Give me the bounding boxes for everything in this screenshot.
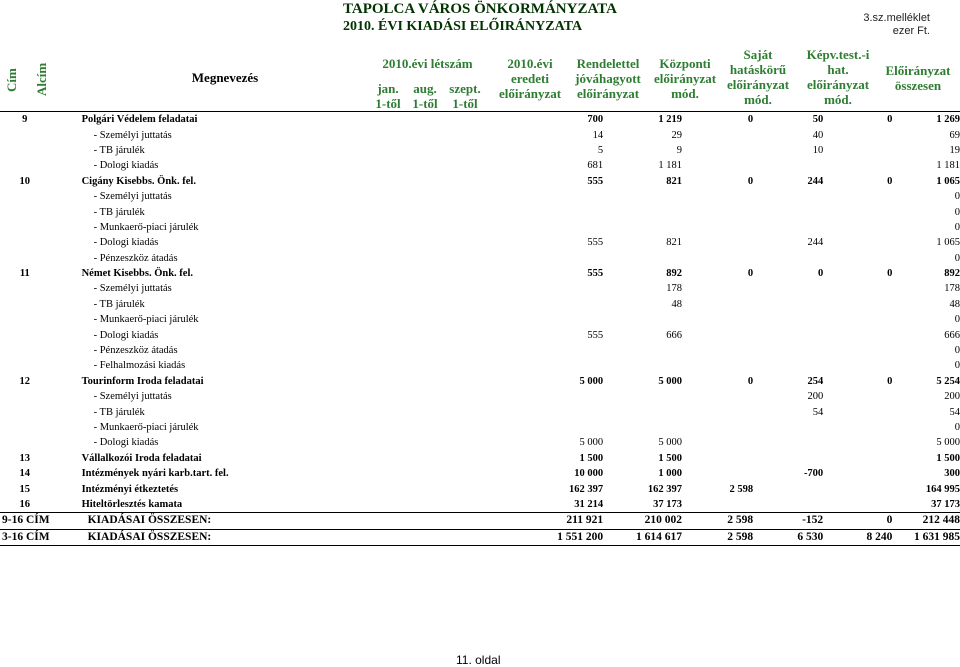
value-cell: 212 448 (892, 513, 960, 529)
value-cell (543, 189, 603, 204)
value-cell: 2 598 (729, 483, 754, 495)
value-cell (753, 251, 823, 266)
row-number (0, 389, 50, 404)
value-cell: 821 (666, 175, 683, 187)
value-cell (682, 251, 753, 266)
value-cell: 1 181 (936, 160, 960, 172)
annex-number: 3.sz.melléklet (863, 12, 930, 24)
value-cell: 0 (887, 268, 893, 280)
value-cell (823, 143, 892, 158)
value-cell: 211 921 (543, 513, 603, 529)
row-label: Cigány Kisebbs. Önk. fel. (81, 175, 196, 187)
value-cell: 5 (597, 144, 604, 156)
row-number (0, 281, 50, 296)
value-cell: 254 (807, 375, 824, 387)
value-cell (682, 189, 753, 204)
row-label: - Személyi juttatás (93, 391, 172, 403)
value-cell: 0 (954, 252, 960, 264)
value-cell: 1 500 (579, 452, 604, 464)
row-label: Intézmények nyári karb.tart. fel. (81, 468, 229, 480)
row-number (0, 189, 50, 204)
value-cell: 555 (587, 175, 604, 187)
value-cell (682, 466, 753, 481)
value-cell (682, 204, 753, 219)
row-label: - Munkaerő-piaci járulék (93, 422, 199, 433)
value-cell: 244 (807, 175, 824, 187)
row-label: - Pénzeszköz átadás (93, 345, 178, 357)
value-cell (823, 204, 892, 219)
row-number: 13 (19, 452, 31, 464)
row-number: 3-16 CÍM (0, 529, 50, 545)
value-cell: 6 530 (753, 529, 823, 545)
row-label: Német Kisebbs. Önk. fel. (81, 268, 194, 280)
item-row (0, 127, 960, 142)
value-cell: 0 (954, 191, 960, 203)
value-cell (753, 497, 823, 513)
row-number (0, 143, 50, 158)
value-cell (682, 435, 753, 450)
value-cell (823, 404, 892, 419)
section-row (0, 112, 960, 127)
section-row (0, 266, 960, 281)
value-cell: 666 (666, 329, 683, 341)
value-cell: 162 397 (647, 483, 683, 495)
value-cell (823, 497, 892, 513)
value-cell (823, 235, 892, 250)
value-cell: 0 (823, 513, 892, 529)
row-label: Tourinform Iroda feladatai (81, 375, 204, 387)
value-cell: 40 (812, 129, 824, 141)
item-row (0, 312, 960, 327)
value-cell (753, 358, 823, 373)
value-cell (543, 297, 603, 312)
value-cell: 244 (807, 237, 824, 249)
value-cell: 0 (747, 175, 754, 187)
item-row (0, 158, 960, 173)
item-row (0, 251, 960, 266)
value-cell: 29 (671, 129, 683, 141)
value-cell (823, 435, 892, 450)
value-cell: 5 000 (579, 437, 604, 449)
value-cell (682, 312, 753, 327)
value-cell: 50 (812, 114, 824, 126)
row-label: Intézményi étkeztetés (81, 483, 179, 495)
value-cell: 555 (587, 268, 604, 280)
value-cell: 1 500 (658, 452, 683, 464)
value-cell (753, 481, 823, 496)
header-cim: Cím (4, 68, 19, 92)
value-cell: 5 000 (579, 375, 604, 387)
header-kozponti: Központi előirányzat mód. (653, 56, 717, 101)
value-cell: 200 (807, 391, 824, 403)
row-label: - Dologi kiadás (93, 160, 159, 172)
row-label: - Dologi kiadás (93, 329, 159, 341)
value-cell (753, 327, 823, 342)
value-cell: 821 (666, 237, 683, 249)
row-number (0, 312, 50, 327)
row-label: - TB járulék (93, 144, 145, 156)
value-cell: 178 (666, 283, 683, 295)
value-cell (603, 251, 682, 266)
value-cell (682, 404, 753, 419)
value-cell: 681 (587, 160, 604, 172)
value-cell: 0 (954, 422, 960, 433)
annex-label (862, 12, 930, 38)
value-cell (823, 251, 892, 266)
value-cell (682, 420, 753, 435)
row-number: 14 (19, 468, 31, 480)
header-jan: jan. (377, 81, 399, 96)
value-cell: 555 (587, 329, 604, 341)
item-row (0, 235, 960, 250)
item-row (0, 189, 960, 204)
value-cell (603, 343, 682, 358)
item-row (0, 327, 960, 342)
value-cell: 666 (944, 329, 960, 341)
value-cell: 48 (949, 298, 960, 310)
value-cell: 164 995 (925, 483, 960, 495)
row-number (0, 297, 50, 312)
value-cell (603, 204, 682, 219)
value-cell (682, 158, 753, 173)
value-cell (823, 281, 892, 296)
value-cell (753, 312, 823, 327)
item-row (0, 281, 960, 296)
value-cell: 892 (666, 268, 683, 280)
row-number (0, 435, 50, 450)
row-label: Polgári Védelem feladatai (81, 114, 198, 126)
item-row (0, 297, 960, 312)
value-cell: 0 (954, 360, 960, 372)
value-cell: 1 551 200 (543, 529, 603, 545)
row-number (0, 220, 50, 235)
unit-label: ezer Ft. (892, 25, 930, 37)
item-row (0, 435, 960, 450)
row-label: - Dologi kiadás (93, 437, 159, 449)
value-cell: 37 173 (931, 498, 960, 510)
value-cell (603, 220, 682, 235)
row-label: - TB járulék (93, 298, 145, 310)
value-cell (682, 235, 753, 250)
value-cell (823, 343, 892, 358)
item-row (0, 420, 960, 435)
value-cell (543, 404, 603, 419)
row-number: 10 (19, 175, 31, 187)
value-cell (753, 204, 823, 219)
value-cell (543, 204, 603, 219)
section-row (0, 481, 960, 496)
row-number (0, 204, 50, 219)
row-number: 11 (19, 268, 30, 280)
value-cell (682, 297, 753, 312)
value-cell (823, 189, 892, 204)
value-cell (753, 281, 823, 296)
value-cell (682, 127, 753, 142)
value-cell: 1 181 (658, 160, 683, 172)
value-cell: 0 (747, 114, 754, 126)
value-cell: 0 (954, 206, 960, 218)
value-cell: 9 (676, 144, 683, 156)
value-cell (543, 251, 603, 266)
value-cell: 892 (944, 268, 960, 280)
header-alcim: Alcím (34, 62, 49, 96)
value-cell (823, 220, 892, 235)
value-cell: 555 (587, 237, 604, 249)
value-cell: 1 065 (936, 175, 960, 187)
item-row (0, 143, 960, 158)
value-cell: 700 (587, 114, 604, 126)
section-row (0, 174, 960, 189)
section-row (0, 451, 960, 466)
value-cell (823, 466, 892, 481)
value-cell: 1 269 (936, 114, 960, 126)
row-number (0, 404, 50, 419)
value-cell (682, 281, 753, 296)
value-cell (823, 127, 892, 142)
total-row (0, 513, 960, 529)
value-cell: 1 631 985 (892, 529, 960, 545)
title-line-1: TAPOLCA VÁROS ÖNKORMÁNYZATA (343, 1, 617, 17)
page-number: 11. oldal (456, 653, 501, 667)
header-rendelettel: Rendelettel jóváhagyott előirányzat (575, 56, 641, 101)
value-cell (753, 451, 823, 466)
row-number (0, 235, 50, 250)
header-letszam: 2010.évi létszám (382, 56, 473, 71)
expense-table (0, 112, 960, 546)
section-row (0, 466, 960, 481)
row-number (0, 127, 50, 142)
value-cell: -152 (753, 513, 823, 529)
value-cell (682, 220, 753, 235)
value-cell: 5 254 (936, 375, 960, 387)
value-cell (753, 420, 823, 435)
item-row (0, 220, 960, 235)
value-cell (823, 420, 892, 435)
value-cell: 69 (949, 129, 960, 141)
row-label: - Személyi juttatás (93, 191, 172, 203)
row-label: - Személyi juttatás (93, 283, 172, 295)
item-row (0, 358, 960, 373)
value-cell (823, 358, 892, 373)
row-number (0, 251, 50, 266)
value-cell: 5 000 (658, 375, 683, 387)
header-sajat: Saját hatáskörű előirányzat mód. (726, 47, 790, 107)
row-number: 12 (19, 375, 31, 387)
value-cell (753, 158, 823, 173)
row-label: KIADÁSAI ÖSSZESEN: (50, 529, 544, 545)
value-cell: 14 (592, 129, 604, 141)
value-cell (753, 220, 823, 235)
row-number: 9 (22, 114, 28, 126)
value-cell: 2 598 (682, 529, 753, 545)
value-cell (823, 297, 892, 312)
value-cell: 31 214 (574, 498, 604, 510)
value-cell: 1 614 617 (603, 529, 682, 545)
row-label: Vállalkozói Iroda feladatai (81, 452, 202, 464)
value-cell (682, 451, 753, 466)
header-kepviselo: Képv.test.-i hat. előirányzat mód. (806, 47, 870, 107)
value-cell: 54 (949, 406, 960, 418)
value-cell: 0 (954, 345, 960, 357)
value-cell: 48 (671, 298, 683, 310)
value-cell: 5 000 (658, 437, 683, 449)
row-label: - Munkaerő-piaci járulék (93, 314, 199, 326)
value-cell: 0 (954, 221, 960, 233)
value-cell (823, 158, 892, 173)
value-cell: 1 065 (936, 237, 960, 249)
value-cell (682, 327, 753, 342)
row-label: Hiteltörlesztés kamata (81, 498, 183, 510)
row-number: 9-16 CÍM (0, 513, 50, 529)
value-cell: 1 219 (658, 114, 683, 126)
item-row (0, 389, 960, 404)
header-szept: szept. (449, 81, 481, 96)
header-tol-2: 1-től (412, 96, 438, 111)
value-cell (682, 143, 753, 158)
page-title (343, 0, 617, 36)
value-cell: 0 (887, 175, 893, 187)
value-cell (543, 358, 603, 373)
row-label: - Személyi juttatás (93, 129, 172, 141)
row-label: - Munkaerő-piaci járulék (93, 221, 199, 233)
row-label: KIADÁSAI ÖSSZESEN: (50, 513, 544, 529)
header-osszesen: Előirányzat összesen (885, 63, 951, 93)
header-tol-1: 1-től (375, 96, 401, 111)
value-cell: 5 000 (936, 437, 960, 449)
value-cell: 8 240 (823, 529, 892, 545)
row-number (0, 158, 50, 173)
value-cell: 178 (944, 283, 960, 295)
value-cell (603, 389, 682, 404)
value-cell (823, 451, 892, 466)
value-cell (543, 220, 603, 235)
row-number (0, 358, 50, 373)
title-line-2: 2010. ÉVI KIADÁSI ELŐIRÁNYZATA (343, 19, 583, 34)
value-cell: 300 (944, 468, 960, 480)
value-cell (823, 312, 892, 327)
value-cell (682, 343, 753, 358)
value-cell (753, 189, 823, 204)
section-row (0, 374, 960, 389)
value-cell (823, 481, 892, 496)
value-cell (543, 312, 603, 327)
row-number (0, 327, 50, 342)
value-cell: 200 (944, 391, 960, 403)
value-cell: 19 (949, 144, 960, 156)
header-tol-3: 1-től (452, 96, 478, 111)
value-cell (753, 343, 823, 358)
row-number (0, 420, 50, 435)
value-cell (543, 389, 603, 404)
row-number: 15 (19, 483, 31, 495)
item-row (0, 204, 960, 219)
value-cell: -700 (803, 468, 824, 480)
value-cell: 10 000 (574, 468, 604, 480)
header-megnevezes: Megnevezés (191, 70, 259, 85)
value-cell (543, 420, 603, 435)
item-row (0, 404, 960, 419)
item-row (0, 343, 960, 358)
value-cell: 0 (747, 375, 754, 387)
section-row (0, 497, 960, 513)
value-cell (603, 404, 682, 419)
value-cell (543, 343, 603, 358)
value-cell: 0 (887, 114, 893, 126)
value-cell (753, 297, 823, 312)
value-cell (603, 189, 682, 204)
value-cell: 54 (812, 406, 824, 418)
value-cell (682, 389, 753, 404)
total-row (0, 529, 960, 545)
value-cell (543, 281, 603, 296)
value-cell: 210 002 (603, 513, 682, 529)
row-label: - TB járulék (93, 406, 145, 418)
row-label: - Felhalmozási kiadás (93, 360, 186, 372)
row-number (0, 343, 50, 358)
value-cell (603, 420, 682, 435)
value-cell (682, 497, 753, 513)
value-cell (823, 389, 892, 404)
value-cell: 0 (954, 314, 960, 326)
value-cell: 1 500 (936, 452, 960, 464)
value-cell (603, 358, 682, 373)
row-number: 16 (19, 498, 31, 510)
header-eredeti: 2010.évi eredeti előirányzat (498, 56, 562, 101)
value-cell (823, 327, 892, 342)
row-label: - Pénzeszköz átadás (93, 252, 178, 264)
value-cell: 0 (747, 268, 754, 280)
value-cell: 1 000 (658, 468, 683, 480)
value-cell: 10 (812, 144, 824, 156)
value-cell: 162 397 (569, 483, 604, 495)
value-cell (753, 435, 823, 450)
value-cell (682, 358, 753, 373)
value-cell (603, 312, 682, 327)
value-cell: 37 173 (653, 498, 683, 510)
header-aug: aug. (413, 81, 437, 96)
value-cell: 0 (887, 375, 893, 387)
value-cell: 0 (817, 268, 824, 280)
value-cell: 2 598 (682, 513, 753, 529)
row-label: - Dologi kiadás (93, 237, 159, 249)
row-label: - TB járulék (93, 206, 145, 218)
